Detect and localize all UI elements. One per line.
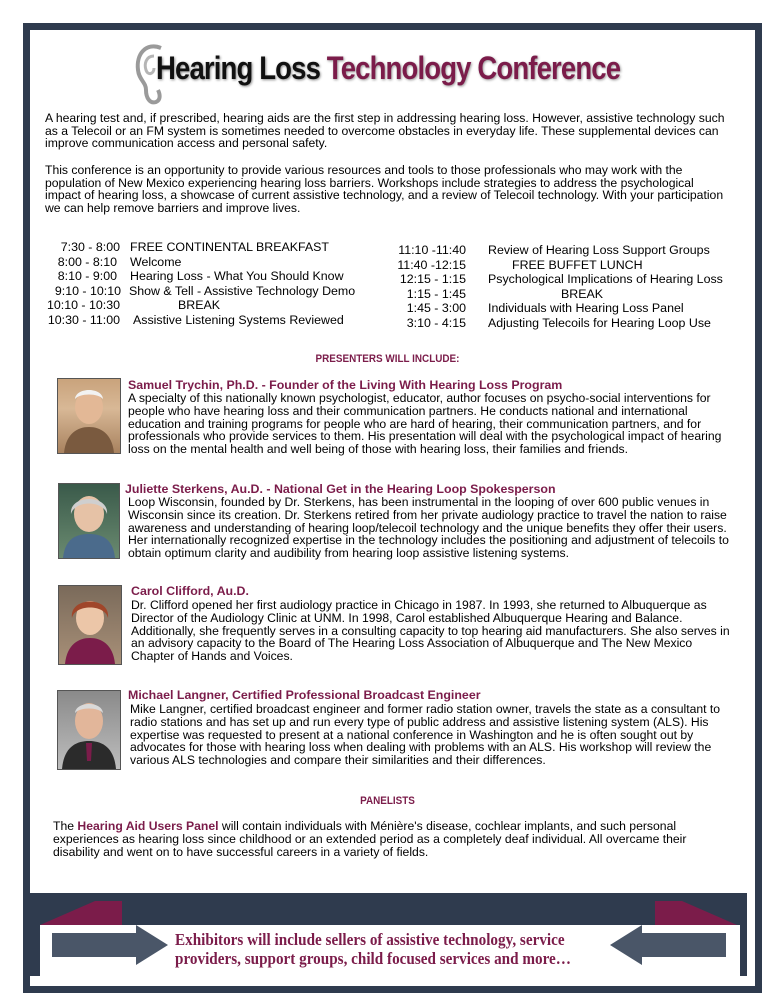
footer-line-2: providers, support groups, child focused services and more… xyxy=(175,949,571,968)
schedule-event: Adjusting Telecoils for Hearing Loop Use xyxy=(488,315,711,330)
schedule-event: BREAK xyxy=(561,286,604,301)
schedule-time: 10:30 - 11:00 xyxy=(47,312,120,327)
schedule-event: Welcome xyxy=(130,254,182,269)
footer-message xyxy=(175,930,580,968)
schedule-time: 12:15 - 1:15 xyxy=(399,272,466,287)
schedule-event: FREE CONTINENTAL BREAKFAST xyxy=(130,240,329,254)
presenter-name: Carol Clifford, Au.D. xyxy=(131,584,249,598)
schedule-event: BREAK xyxy=(178,298,221,313)
schedule-event: FREE BUFFET LUNCH xyxy=(512,257,643,272)
avatar xyxy=(57,378,121,454)
schedule-time: 1:45 - 3:00 xyxy=(406,301,466,316)
presenter-name: Samuel Trychin, Ph.D. - Founder of the Living With Hearing Loss Program xyxy=(128,378,563,392)
schedule-event: Hearing Loss - What You Should Know xyxy=(130,269,344,284)
schedule-time: 1:15 - 1:45 xyxy=(406,286,466,301)
schedule-time: 9:10 - 10:10 xyxy=(54,283,121,298)
presenter-bio: A specialty of this nationally known psychologist, educator, author focuses on psycho-social interventions for people who have hearing loss and their communication partners. He conducts national and international education and training programs for people who are hard of hearing, their communication partners, and for professionals who provide services to them. His presentation will deal with the psychological impact of hearing loss on the mental health and well being of those with hearing loss, their families and friends. xyxy=(128,391,722,457)
presenter-bio: Loop Wisconsin, founded by Dr. Sterkens, has been instrumental in the looping of over 600 public venues in Wisconsin since its creation. Dr. Sterkens retired from her private audiology practice to travel the nation to raise awareness and understanding of hearing loop/telecoil technology and the unique benefits they offer their users. Her internationally recognized expertise in the technology includes the positioning and adjustment of telecoils to obtain optimum clarity and audibility from hearing loop assistive listening systems. xyxy=(128,495,729,561)
title-part-2: Technology Conference xyxy=(326,50,621,86)
presenter-bio: Dr. Clifford opened her first audiology practice in Chicago in 1987. In 1993, she returned to Albuquerque as Director of the Audiology Clinic at UNM. In 1998, Carol established Albuquerque Hearing and Balance. Additionally, she frequently serves in a consulting capacity to top hearing aid manufacturers. She also serves in an advisory capacity to the Board of The Hearing Loss Association of Albuquerque and The New Mexico Chapter of Hands and Voices. xyxy=(131,598,730,664)
presenters-heading: PRESENTERS WILL INCLUDE: xyxy=(315,353,460,365)
schedule-event: Individuals with Hearing Loss Panel xyxy=(488,301,684,316)
schedule-event: Psychological Implications of Hearing Loss xyxy=(488,272,723,287)
intro-paragraph-1: A hearing test and, if prescribed, hearing aids are the first step in addressing hearing loss. However, assistive technology such as a Telecoil or an FM system is sometimes needed to overcome obstacles in everyday life. These supplemental devices can improve communication access and personal safety. xyxy=(45,111,725,151)
presenter-name: Michael Langner, Certified Professional Broadcast Engineer xyxy=(128,688,481,702)
arrow-left-icon xyxy=(608,925,726,965)
panel-rest: will contain individuals with Ménière's disease, cochlear implants, and such personal experiences as hearing loss since childhood or an extended period as a completely deaf individual. All overcame their disability and went on to have successful careers in a variety of fields. xyxy=(53,819,687,859)
schedule-time: 3:10 - 4:15 xyxy=(406,315,466,330)
schedule-time: 7:30 - 8:00 xyxy=(60,240,120,254)
avatar xyxy=(58,483,120,559)
schedule-time: 10:10 - 10:30 xyxy=(46,298,120,313)
footer-line-1: Exhibitors will include sellers of assistive technology, service xyxy=(175,930,565,949)
schedule-time: 11:10 -11:40 xyxy=(398,243,466,257)
panelists-heading: PANELISTS xyxy=(360,795,415,807)
intro-paragraph-2: This conference is an opportunity to provide various resources and tools to those professionals who may work with the population of New Mexico experiencing hearing loss barriers. Workshops include strategies to address the psychological impact of hearing loss, a showcase of current assistive technology, and a review of Telecoil technology. With your participation we can help remove barriers and improve lives. xyxy=(45,163,724,215)
panel-description xyxy=(53,820,733,858)
panel-highlight: Hearing Aid Users Panel xyxy=(77,819,219,833)
arrow-right-icon xyxy=(52,925,170,965)
schedule-event: Assistive Listening Systems Reviewed xyxy=(133,312,344,327)
panel-lead: The xyxy=(53,819,78,833)
avatar xyxy=(58,585,122,665)
title-part-1: Hearing Loss xyxy=(156,50,321,86)
schedule-time: 11:40 -12:15 xyxy=(397,257,466,272)
presenter-name: Juliette Sterkens, Au.D. - National Get in the Hearing Loop Spokesperson xyxy=(125,482,556,496)
avatar xyxy=(57,690,121,770)
schedule-event: Review of Hearing Loss Support Groups xyxy=(488,243,710,257)
presenter-bio: Mike Langner, certified broadcast engineer and former radio station owner, travels the state as a consultant to radio stations and has set up and run every type of public address and assistive listening system (ALS). His expertise was requested to present at a national conference in Washington and he is often sought out by advocates for those with hearing loss when dealing with problems with an ALS. His workshop will review the various ALS technologies and compare their similarities and their differences. xyxy=(130,702,721,768)
title-block xyxy=(130,38,690,108)
schedule-time: 8:00 - 8:10 xyxy=(57,254,117,269)
schedule-time: 8:10 - 9:00 xyxy=(57,269,117,284)
page-title xyxy=(156,50,620,87)
schedule-event: Show & Tell - Assistive Technology Demo xyxy=(129,283,356,298)
